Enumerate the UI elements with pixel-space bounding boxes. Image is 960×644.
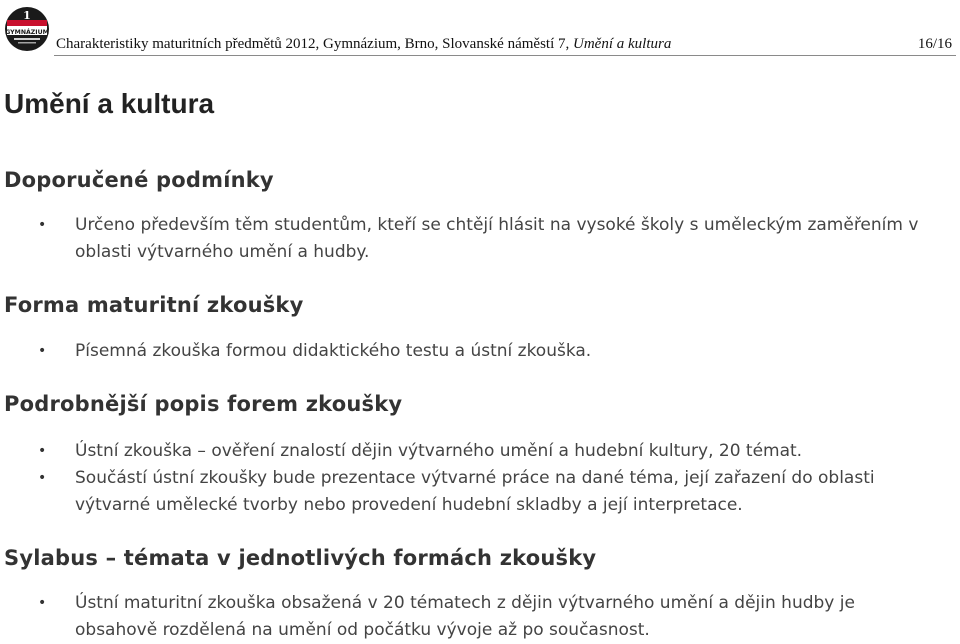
school-logo: [4, 6, 50, 52]
section-heading-recommended: Doporučené podmínky: [4, 168, 274, 192]
bullet-icon: •: [38, 595, 47, 611]
bullet-list-exam-form: [0, 338, 940, 365]
list-item-text: Písemná zkouška formou didaktického testu a ústní zkouška.: [75, 341, 592, 361]
bullet-icon: •: [38, 343, 47, 359]
header-text: [56, 36, 671, 53]
svg-text:1: 1: [23, 9, 31, 22]
bullet-list-recommended: [0, 212, 940, 266]
bullet-icon: •: [38, 217, 47, 233]
list-item-text: Určeno především těm studentům, kteří se chtějí hlásit na vysoké školy s uměleckým zaměřením v oblasti výtvarného umění a hudby.: [75, 215, 919, 262]
bullet-list-syllabus: [0, 590, 940, 644]
page-number: 16/16: [917, 36, 952, 52]
list-item: [0, 465, 940, 519]
list-item: [0, 338, 940, 365]
header-text-main: Charakteristiky maturitních předmětů 2012, Gymnázium, Brno, Slovanské náměstí 7,: [56, 36, 573, 52]
page-title: Umění a kultura: [4, 88, 215, 119]
list-item-text: Součástí ústní zkoušky bude prezentace výtvarné práce na dané téma, její zařazení do oblasti výtvarné umělecké tvorby nebo provedení hudební skladby a její interpretace.: [75, 468, 875, 515]
list-item: [0, 590, 940, 644]
bullet-list-exam-details: [0, 438, 940, 519]
bullet-icon: •: [38, 470, 47, 486]
logo-text: GYMNÁZIUM: [5, 29, 49, 36]
list-item: [0, 212, 940, 266]
section-heading-exam-form: Forma maturitní zkoušky: [4, 293, 304, 317]
list-item-text: Ústní maturitní zkouška obsažená v 20 tématech z dějin výtvarného umění a dějin hudby je obsahově rozdělená na umění od počátku vývoje až po současnost.: [75, 593, 855, 640]
list-item-text: Ústní zkouška – ověření znalostí dějin výtvarného umění a hudební kultury, 20 témat.: [75, 441, 803, 461]
bullet-icon: •: [38, 443, 47, 459]
list-item: [0, 438, 940, 465]
header-divider: [54, 55, 956, 56]
section-heading-exam-details: Podrobnější popis forem zkoušky: [4, 392, 403, 416]
section-heading-syllabus: Sylabus – témata v jednotlivých formách zkoušky: [4, 546, 597, 570]
header-text-subject: Umění a kultura: [573, 36, 672, 52]
